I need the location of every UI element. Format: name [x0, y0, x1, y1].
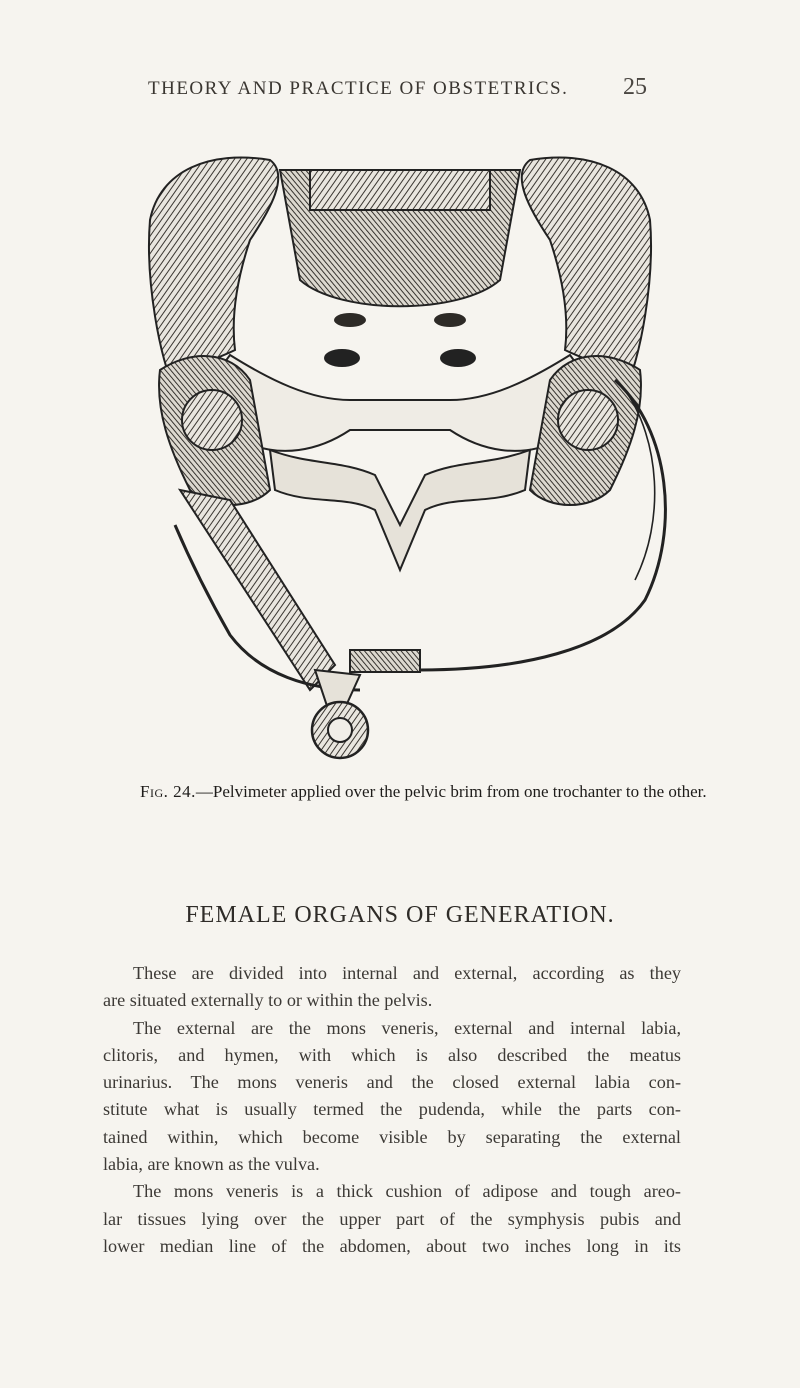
- running-title: THEORY AND PRACTICE OF OBSTETRICS.: [148, 78, 569, 99]
- figure-caption-text: —Pelvimeter applied over the pelvic brim from one trochanter to the other.: [195, 782, 707, 801]
- page-header: [0, 74, 800, 110]
- pelvimeter-scale: [350, 650, 420, 672]
- pelvis-pelvimeter-illustration: [120, 130, 680, 770]
- figure-label: Fig. 24.: [140, 782, 196, 801]
- text-line: The mons veneris is a thick cushion of adipose and tough areo-: [133, 1181, 681, 1202]
- paragraph: [103, 1178, 681, 1260]
- body-text: [103, 960, 681, 1260]
- text-line: urinarius. The mons veneris and the closed external labia con-: [103, 1072, 681, 1093]
- text-line: are situated externally to or within the pelvis.: [103, 990, 433, 1011]
- section-heading: FEMALE ORGANS OF GENERATION.: [185, 902, 615, 928]
- paragraph: [103, 1015, 681, 1179]
- text-line: The external are the mons veneris, external and internal labia,: [133, 1017, 681, 1038]
- paragraph: [103, 960, 681, 1015]
- text-line: clitoris, and hymen, with which is also described the meatus: [103, 1044, 681, 1065]
- page-number: 25: [623, 74, 647, 100]
- text-line: labia, are known as the vulva.: [103, 1154, 320, 1175]
- pubic-arch: [270, 450, 530, 570]
- pelvimeter-figure: [120, 130, 680, 770]
- text-line: These are divided into internal and external, according as they: [133, 963, 681, 983]
- text-line: tained within, which become visible by separating the external: [103, 1126, 681, 1147]
- left-iliac-wing: [149, 158, 278, 391]
- pelvic-brim: [216, 355, 584, 451]
- figure-caption: [140, 782, 760, 802]
- right-iliac-wing: [522, 158, 651, 391]
- text-line: lar tissues lying over the upper part of the symphysis pubis and: [103, 1208, 681, 1229]
- text-line: stitute what is usually termed the pudenda, while the parts con-: [103, 1099, 681, 1120]
- text-line: lower median line of the abdomen, about two inches long in its: [103, 1235, 681, 1256]
